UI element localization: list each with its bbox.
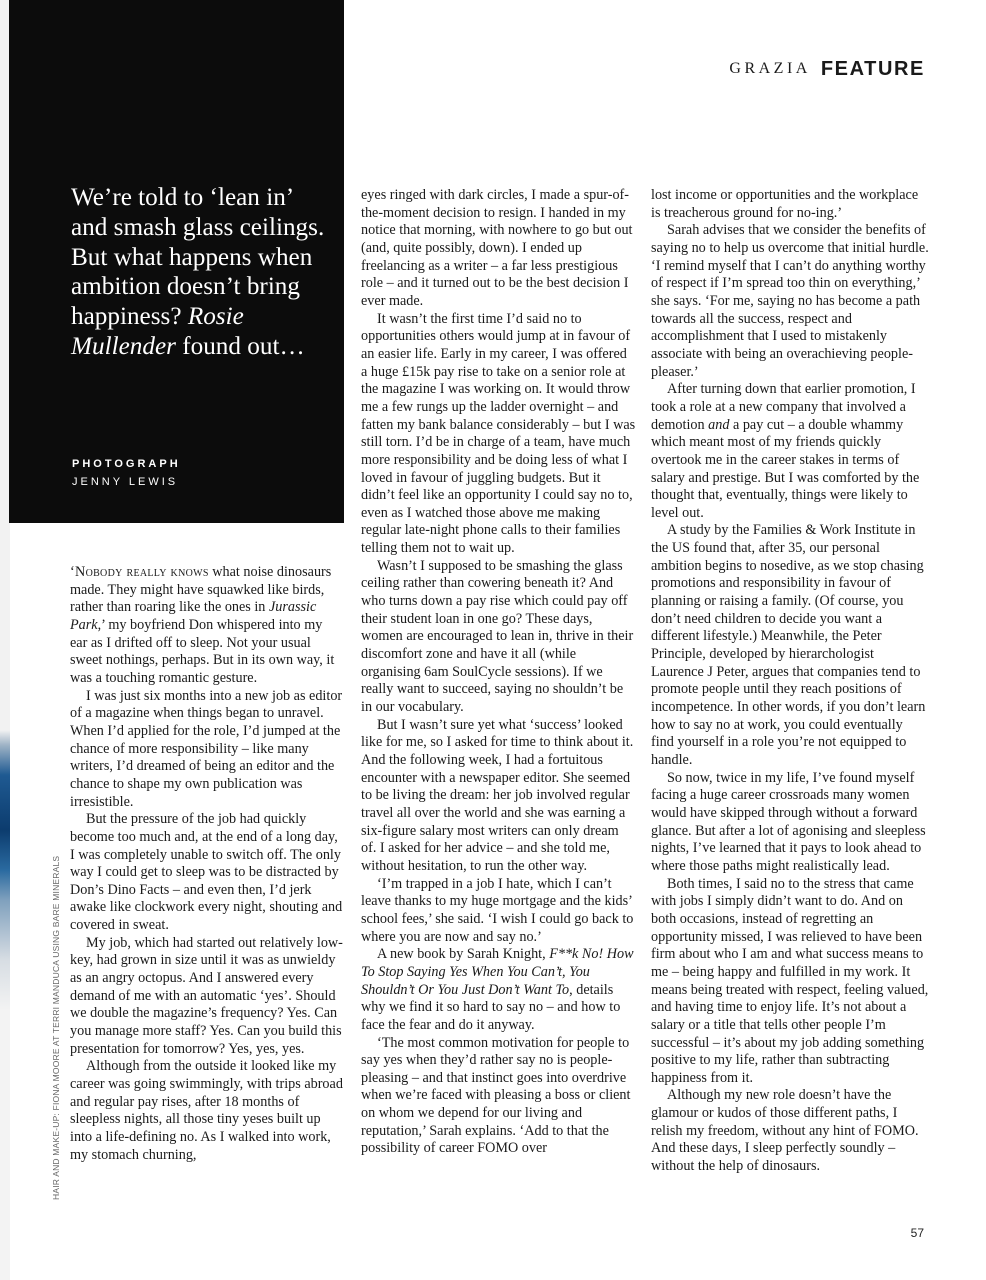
article-paragraph: Although from the outside it looked like my career was going swimmingly, with trips abroad and regular pay rises, after 18 months of sleepless nights, all those tiny yeses built up into a life-defining no. As I walked into work, my stomach churning, [70,1058,343,1163]
article-paragraph: It wasn’t the first time I’d said no to opportunities others would jump at in favour of an easier life. Early in my career, I was offered a huge £15k pay rise to take on a senior role at the magazine I was working on. It would throw me a few rungs up the ladder overnight – and fatten my bank balance considerably – but I was still torn. I’d be in charge of a team, have much more responsibility and be doing less of what I loved in favour of juggling budgets. But it didn’t feel like an opportunity I could say no to, even as I watched those above me making regular late-night phone calls to their families telling them not to wait up. [361,310,636,557]
page-header [729,58,925,81]
standfirst-panel [9,0,344,523]
standfirst [71,183,329,362]
book-title: F**k No! How To Stop Saying Yes When You Can’t, You Shouldn’t Or You Just Don’t Want To [361,946,634,998]
article-paragraph: lost income or opportunities and the workplace is treacherous ground for no-ing.’ [651,187,919,221]
magazine-name: GRAZIA [729,60,811,77]
article-paragraph: A new book by Sarah Knight, F**k No! How To Stop Saying Yes When You Can’t, You Shouldn’t Or You Just Don’t Want To, details why we find it so hard to say no – and how to face the fear and do it anyway. [361,946,634,1033]
article-paragraph: Sarah advises that we consider the benefits of saying no to help us overcome that initial hurdle. ‘I remind myself that I can’t do anything worthy of respect if I’m spread too thin on everything,’ she says. ‘For me, saying no has become a path towards all the success, respect and accomplishment that I used to mistakenly associate with being an overachieving people-pleaser.’ [651,222,929,380]
article-column-1 [70,564,343,1164]
article-paragraph: A study by the Families & Work Institute in the US found that, after 35, our personal ambition begins to nosedive, as we stop chasing promotions and responsibility in favour of planning or raising a family. (Of course, you don’t need children to decide you want a different lifestyle.) Meanwhile, the Peter Principle, developed by hierarchologist Laurence J Peter, argues that companies tend to promote people until they reach positions of incompetence. In other words, if you don’t learn how to say no at work, you could eventually find yourself in a role you’re not equipped to handle. [651,522,926,768]
author-name: Rosie Mullender [71,303,244,360]
article-paragraph: eyes ringed with dark circles, I made a spur-of-the-moment decision to resign. I handed in my notice that morning, with nowhere to go but out (and, quite possibly, down). I ended up freelancing as a writer – a far less prestigious role – and it turned out to be the best decision I ever made. [361,187,633,309]
article-paragraph: ‘The most common motivation for people to say yes when they’d rather say no is people-pleasing – and that instinct goes into overdrive when we’re faced with pleasing a boss or client on whom we depend for our living and reputation,’ Sarah explains. ‘Add to that the possibility of career FOMO over [361,1034,631,1157]
standfirst-suffix: found out… [182,332,305,360]
hair-makeup-credit: HAIR AND MAKE-UP: FIONA MOORE AT TERRI MANDUCA USING BARE MINERALS [51,855,61,1200]
article-paragraph: So now, twice in my life, I’ve found myself facing a huge career crossroads many women would have skipped through without a forward glance. But after a lot of agonising and sleepless nights, I’ve learned that it pays to look ahead to where those paths might realistically lead. [651,769,926,874]
photo-credit-name: JENNY LEWIS [72,476,179,488]
article-paragraph: But I wasn’t sure yet what ‘success’ looked like for me, so I asked for time to think about it. And the following week, I had a fortuitous encounter with a newspaper editor. She seemed to be living the dream: her job involved regular travel all over the world and she was earning a six-figure salary most writers can only dream of. I asked for her advice – and she told me, without hesitation, to run the other way. [361,716,634,874]
article-paragraph: My job, which had started out relatively low-key, had grown in size until it was as unwieldy as an angry octopus. And I answered every demand of me with an automatic ‘yes’. Should we double the magazine’s frequency? Yes. Can you manage more staff? Yes. Can you build this presentation for tomorrow? Yes, yes, yes. [70,934,343,1057]
article-paragraph: ‘Nobody really knows what noise dinosaurs made. They might have squawked like birds, rather than roaring like the ones in Jurassic Park,’ my boyfriend Don whispered into my ear as I drifted off to sleep. Not your usual sweet nothings, perhaps. But in its own way, it was a touching romantic gesture. [70,564,335,686]
article-paragraph: I was just six months into a new job as editor of a magazine when things began to unravel. When I’d applied for the role, I’d jumped at the chance of more responsibility – like many writers, I’d dreamed of being an editor and the chance to shape my own publication was irresistible. [70,687,343,810]
photo-credit-label: PHOTOGRAPH [72,458,181,470]
page-number: 57 [910,1226,924,1240]
article-paragraph: Wasn’t I supposed to be smashing the glass ceiling rather than cowering beneath it? And who turns down a pay rise which could pay off their student loan in one go? These days, women are encouraged to lean in, thrive in their discomfort zone and have it all (while organising 6am SoulCycle sessions). If we really want to succeed, saying no shouldn’t be in our vocabulary. [361,557,634,716]
article-paragraph: Although my new role doesn’t have the glamour or kudos of those different paths, I relish my freedom, without any hint of FOMO. And these days, I sleep perfectly soundly – without the help of dinosaurs. [651,1087,919,1175]
article-paragraph: After turning down that earlier promotion, I took a role at a new company that involved a demotion and a pay cut – a double whammy which meant most of my friends quickly overtook me in the career stakes in terms of salary and prestige. But I was comforted by the thought that, eventually, things were likely to level out. [651,381,920,521]
section-title: FEATURE [820,58,925,80]
article-paragraph: But the pressure of the job had quickly become too much and, at the end of a long day, I was completely unable to switch off. The only way I could get to sleep was to be distracted by Don’s Dino Facts – and even then, I’d jerk awake like clockwork every night, shouting and covered in sweat. [70,811,343,934]
article-column-3 [651,187,929,1176]
standfirst-text: We’re told to ‘lean in’ and smash glass ceilings. But what happens when ambition doesn’t bring happiness? [71,184,325,331]
article-paragraph: Both times, I said no to the stress that came with jobs I simply didn’t want to do. And on both occasions, instead of regretting an opportunity missed, I was relieved to have been firm about who I am and what success means to me – being happy and fulfilled in my work. It means being treated with respect, feeling valued, and having time to enjoy life. It’s not about a salary or a title that tells other people I’m successful – it’s about my job adding something positive to my life, rather than subtracting happiness from it. [651,875,929,1086]
lead-in: ‘Nobody really knows [70,564,209,580]
article-column-2 [361,187,636,1158]
article-paragraph: ‘I’m trapped in a job I hate, which I can’t leave thanks to my huge mortgage and the kids’ school fees,’ she said. ‘I wish I could go back to where you are now and say no.’ [361,875,634,945]
